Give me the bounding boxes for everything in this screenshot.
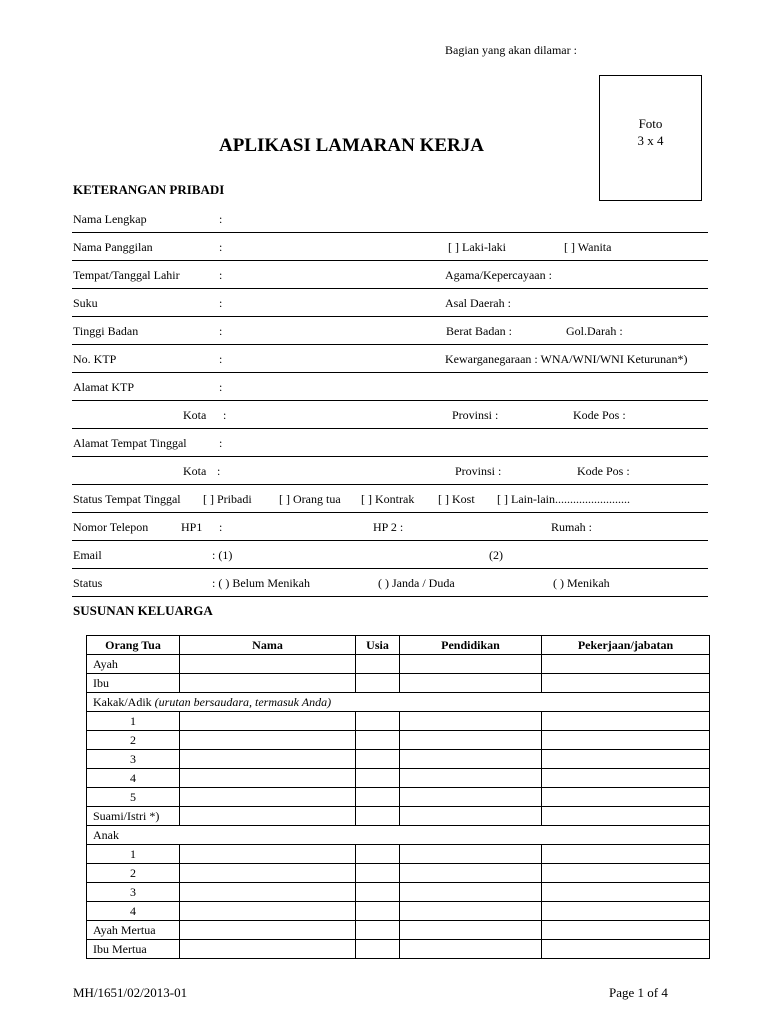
family-table xyxy=(86,635,710,959)
full-name-line xyxy=(72,232,708,233)
religion-label: Agama/Kepercayaan : xyxy=(445,268,552,282)
education-cell[interactable] xyxy=(400,750,542,769)
table-header-row xyxy=(87,636,710,655)
ktp-label: No. KTP xyxy=(73,352,117,366)
name-cell[interactable] xyxy=(180,864,356,883)
phone-label: Nomor Telepon xyxy=(73,520,149,534)
email-label: Email xyxy=(73,548,102,562)
nickname-colon: : xyxy=(219,240,223,254)
table-row xyxy=(87,845,710,864)
section-heading-personal: KETERANGAN PRIBADI xyxy=(73,182,225,197)
occupation-cell[interactable] xyxy=(542,788,710,807)
full-name-label: Nama Lengkap xyxy=(73,212,147,226)
education-cell[interactable] xyxy=(400,655,542,674)
gender-female-checkbox[interactable]: [ ] Wanita xyxy=(564,240,612,254)
table-row xyxy=(87,788,710,807)
education-cell[interactable] xyxy=(400,883,542,902)
age-cell[interactable] xyxy=(356,712,400,731)
residence-boarding-checkbox[interactable]: [ ] Kost xyxy=(438,492,475,506)
email-1-label: : (1) xyxy=(212,548,233,562)
name-cell[interactable] xyxy=(180,845,356,864)
table-row xyxy=(87,674,710,693)
occupation-cell[interactable] xyxy=(542,921,710,940)
child-number: 4 xyxy=(87,902,180,921)
name-cell[interactable] xyxy=(180,883,356,902)
residence-parents-checkbox[interactable]: [ ] Orang tua xyxy=(279,492,341,506)
gender-male-checkbox[interactable]: [ ] Laki-laki xyxy=(448,240,506,254)
status-married-option[interactable]: ( ) Menikah xyxy=(553,576,610,590)
table-row xyxy=(87,940,710,959)
row-label-father-in-law: Ayah Mertua xyxy=(87,921,180,940)
col-header-occupation: Pekerjaan/jabatan xyxy=(542,636,710,655)
email-2-label: (2) xyxy=(489,548,503,562)
sibling-number: 5 xyxy=(87,788,180,807)
birth-line xyxy=(72,288,708,289)
home-address-line xyxy=(72,456,708,457)
ethnic-colon: : xyxy=(219,296,223,310)
photo-label: Foto xyxy=(638,116,663,131)
children-header: Anak xyxy=(87,826,710,845)
table-row xyxy=(87,902,710,921)
citizenship-label: Kewarganegaraan : WNA/WNI/WNI Keturunan*) xyxy=(445,352,688,366)
email-line xyxy=(72,568,708,569)
education-cell[interactable] xyxy=(400,921,542,940)
occupation-cell[interactable] xyxy=(542,883,710,902)
name-cell[interactable] xyxy=(180,807,356,826)
status-single-option[interactable]: : ( ) Belum Menikah xyxy=(212,576,310,590)
hp2-label: HP 2 : xyxy=(373,520,404,534)
age-cell[interactable] xyxy=(356,940,400,959)
table-row xyxy=(87,883,710,902)
age-cell[interactable] xyxy=(356,845,400,864)
home-province-label: Provinsi : xyxy=(455,464,502,478)
ktp-province-label: Provinsi : xyxy=(452,408,499,422)
home-city-line xyxy=(72,484,708,485)
photo-size: 3 x 4 xyxy=(637,133,664,148)
occupation-cell[interactable] xyxy=(542,712,710,731)
home-address-label: Alamat Tempat Tinggal xyxy=(73,436,187,450)
education-cell[interactable] xyxy=(400,712,542,731)
ethnic-label: Suku xyxy=(73,296,98,310)
education-cell[interactable] xyxy=(400,674,542,693)
name-cell[interactable] xyxy=(180,940,356,959)
home-address-colon: : xyxy=(219,436,223,450)
siblings-label: Kakak/Adik xyxy=(93,694,152,709)
ktp-city-label: Kota xyxy=(183,408,207,422)
weight-label: Berat Badan : xyxy=(446,324,512,338)
name-cell[interactable] xyxy=(180,750,356,769)
education-cell[interactable] xyxy=(400,864,542,883)
height-label: Tinggi Badan xyxy=(73,324,139,338)
sibling-number: 2 xyxy=(87,731,180,750)
age-cell[interactable] xyxy=(356,674,400,693)
house-phone-label: Rumah : xyxy=(551,520,592,534)
age-cell[interactable] xyxy=(356,788,400,807)
child-number: 2 xyxy=(87,864,180,883)
table-row xyxy=(87,826,710,845)
page-number: Page 1 of 4 xyxy=(609,985,668,1000)
nickname-line xyxy=(72,260,708,261)
education-cell[interactable] xyxy=(400,731,542,750)
age-cell[interactable] xyxy=(356,921,400,940)
height-line xyxy=(72,344,708,345)
phone-line xyxy=(72,540,708,541)
age-cell[interactable] xyxy=(356,902,400,921)
status-widowed-option[interactable]: ( ) Janda / Duda xyxy=(378,576,455,590)
ethnic-line xyxy=(72,316,708,317)
page-title: APLIKASI LAMARAN KERJA xyxy=(219,135,484,156)
residence-status-label: Status Tempat Tinggal xyxy=(73,492,181,506)
age-cell[interactable] xyxy=(356,750,400,769)
table-row xyxy=(87,693,710,712)
residence-own-checkbox[interactable]: [ ] Pribadi xyxy=(203,492,252,506)
education-cell[interactable] xyxy=(400,788,542,807)
row-label-spouse: Suami/Istri *) xyxy=(87,807,180,826)
col-header-parent: Orang Tua xyxy=(87,636,180,655)
section-heading-family: SUSUNAN KELUARGA xyxy=(73,603,213,618)
education-cell[interactable] xyxy=(400,902,542,921)
height-colon: : xyxy=(219,324,223,338)
name-cell[interactable] xyxy=(180,674,356,693)
applied-position-label: Bagian yang akan dilamar : xyxy=(445,43,577,57)
status-line xyxy=(72,596,708,597)
occupation-cell[interactable] xyxy=(542,940,710,959)
ktp-city-colon: : xyxy=(223,408,227,422)
col-header-age: Usia xyxy=(356,636,400,655)
birth-colon: : xyxy=(219,268,223,282)
child-number: 1 xyxy=(87,845,180,864)
age-cell[interactable] xyxy=(356,883,400,902)
name-cell[interactable] xyxy=(180,655,356,674)
photo-box xyxy=(599,75,702,201)
ktp-postal-label: Kode Pos : xyxy=(573,408,626,422)
table-row xyxy=(87,731,710,750)
table-row xyxy=(87,769,710,788)
occupation-cell[interactable] xyxy=(542,655,710,674)
ktp-address-line xyxy=(72,400,708,401)
table-row xyxy=(87,712,710,731)
col-header-education: Pendidikan xyxy=(400,636,542,655)
sibling-number: 4 xyxy=(87,769,180,788)
age-cell[interactable] xyxy=(356,731,400,750)
occupation-cell[interactable] xyxy=(542,902,710,921)
nickname-label: Nama Panggilan xyxy=(73,240,153,254)
birth-label: Tempat/Tanggal Lahir xyxy=(73,268,180,282)
name-cell[interactable] xyxy=(180,788,356,807)
home-city-colon: : xyxy=(217,464,221,478)
row-label-mother: Ibu xyxy=(87,674,180,693)
col-header-name: Nama xyxy=(180,636,356,655)
occupation-cell[interactable] xyxy=(542,750,710,769)
residence-other-checkbox[interactable]: [ ] Lain-lain......................... xyxy=(497,492,630,506)
row-label-mother-in-law: Ibu Mertua xyxy=(87,940,180,959)
hp1-colon: : xyxy=(219,520,223,534)
ktp-city-line xyxy=(72,428,708,429)
sibling-number: 3 xyxy=(87,750,180,769)
occupation-cell[interactable] xyxy=(542,674,710,693)
document-code: MH/1651/02/2013-01 xyxy=(73,985,188,1000)
table-row xyxy=(87,807,710,826)
occupation-cell[interactable] xyxy=(542,864,710,883)
table-row xyxy=(87,655,710,674)
child-number: 3 xyxy=(87,883,180,902)
occupation-cell[interactable] xyxy=(542,769,710,788)
home-city-label: Kota xyxy=(183,464,207,478)
sibling-number: 1 xyxy=(87,712,180,731)
name-cell[interactable] xyxy=(180,769,356,788)
ktp-line xyxy=(72,372,708,373)
education-cell[interactable] xyxy=(400,845,542,864)
blood-type-label: Gol.Darah : xyxy=(566,324,623,338)
siblings-note: (urutan bersaudara, termasuk Anda) xyxy=(154,694,332,709)
education-cell[interactable] xyxy=(400,807,542,826)
name-cell[interactable] xyxy=(180,902,356,921)
name-cell[interactable] xyxy=(180,731,356,750)
education-cell[interactable] xyxy=(400,769,542,788)
table-row xyxy=(87,864,710,883)
name-cell[interactable] xyxy=(180,921,356,940)
age-cell[interactable] xyxy=(356,864,400,883)
ktp-colon: : xyxy=(219,352,223,366)
home-postal-label: Kode Pos : xyxy=(577,464,630,478)
education-cell[interactable] xyxy=(400,940,542,959)
age-cell[interactable] xyxy=(356,769,400,788)
residence-rent-checkbox[interactable]: [ ] Kontrak xyxy=(361,492,415,506)
age-cell[interactable] xyxy=(356,807,400,826)
hp1-label: HP1 xyxy=(181,520,203,534)
row-label-father: Ayah xyxy=(87,655,180,674)
residence-line xyxy=(72,512,708,513)
occupation-cell[interactable] xyxy=(542,807,710,826)
origin-label: Asal Daerah : xyxy=(445,296,511,310)
name-cell[interactable] xyxy=(180,712,356,731)
marital-status-label: Status xyxy=(73,576,103,590)
age-cell[interactable] xyxy=(356,655,400,674)
ktp-address-label: Alamat KTP xyxy=(73,380,134,394)
table-row xyxy=(87,921,710,940)
full-name-colon: : xyxy=(219,212,223,226)
ktp-address-colon: : xyxy=(219,380,223,394)
occupation-cell[interactable] xyxy=(542,845,710,864)
table-row xyxy=(87,750,710,769)
occupation-cell[interactable] xyxy=(542,731,710,750)
siblings-header xyxy=(87,693,710,712)
